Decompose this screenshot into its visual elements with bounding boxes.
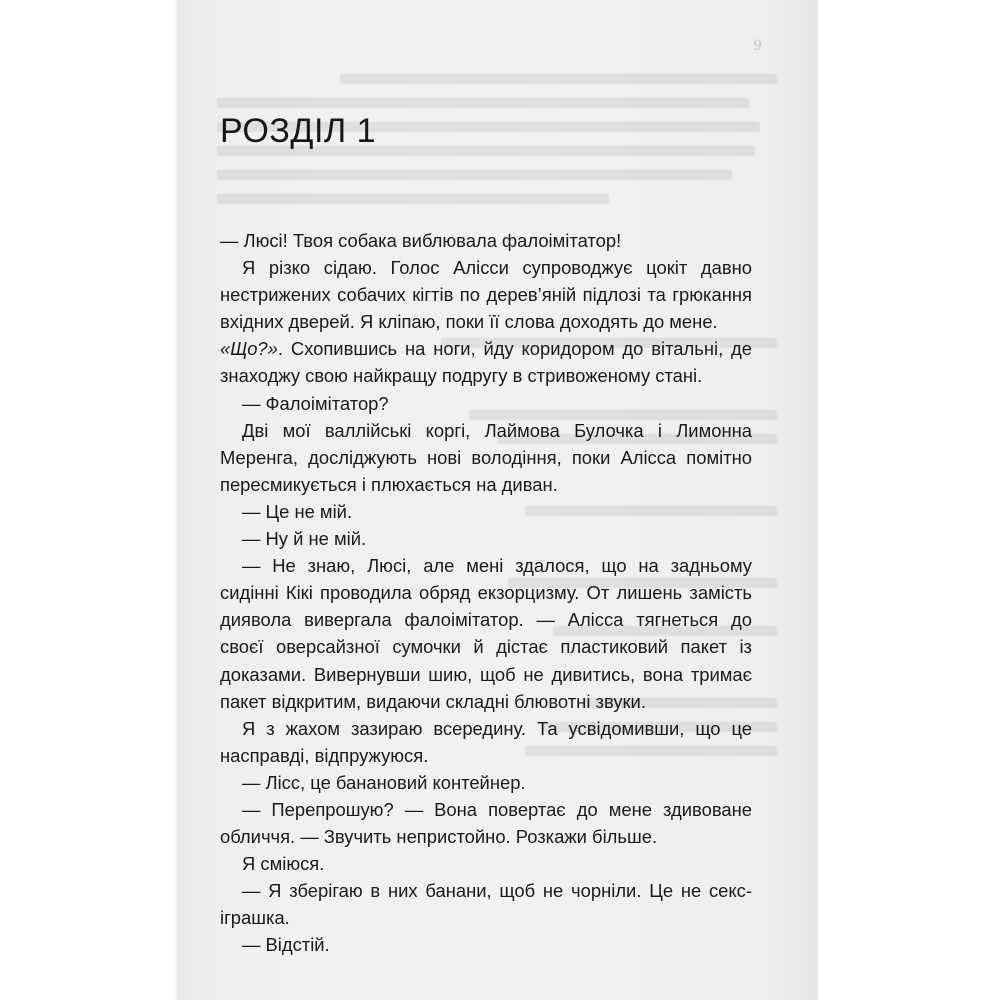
paragraph: Я різко сідаю. Голос Алісси супроводжує цокіт давно нестрижених собачих кігтів по дерев’яній підлозі та грюкання вхідних дверей. Я кліпаю, поки її слова доходять до мене. — [220, 257, 752, 333]
paragraph: — Ну й не мій. — [242, 528, 367, 550]
chapter-title: РОЗДІЛ 1 — [220, 112, 377, 150]
paragraph: — Лісс, це банановий контейнер. — [242, 771, 526, 793]
page-number: 9 — [753, 38, 762, 54]
body-text — [220, 227, 752, 959]
paragraph: — Перепрошую? — Вона повертає до мене здивоване обличчя. — Звучить непристойно. Розкажи більше. — [220, 798, 752, 848]
paragraph: — Люсі! Твоя собака виблювала фалоімітатор! — [220, 230, 622, 251]
paragraph: «Що?». Схопившись на ноги, йду коридором до вітальні, де знаходжу свою найкращу подругу в стривоженому стані. — [220, 338, 752, 387]
italic-phrase: «Що?» — [220, 338, 278, 360]
paragraph: — Це не мій. — [242, 500, 353, 522]
paragraph: — Фалоімітатор? — [242, 392, 389, 414]
paragraph: Я з жахом зазираю всередину. Та усвідомивши, що це насправді, відпружуюся. — [220, 717, 752, 766]
paragraph: — Відстій. — [242, 934, 330, 956]
paragraph: — Я зберігаю в них банани, щоб не чорніли. Це не секс-іграшка. — [220, 880, 752, 929]
paragraph: Я сміюся. — [242, 853, 325, 875]
paragraph: Дві мої валлійські коргі, Лаймова Булочка і Лимонна Меренга, досліджують нові володіння, поки Алісса помітно пересмикується і плюхається на диван. — [220, 419, 752, 495]
paragraph: — Не знаю, Люсі, але мені здалося, що на задньому сидінні Кікі проводила обряд екзорцизму. От лишень замість диявола вивергала фалоімітатор. — Алісса тягнеться до своєї оверсайзної сумочки й дістає пластиковий пакет із доказами. Вивернувши шию, щоб не дивитись, вона тримає пакет відкритим, видаючи складні блювотні звуки. — [220, 555, 752, 712]
book-page — [177, 0, 817, 1000]
